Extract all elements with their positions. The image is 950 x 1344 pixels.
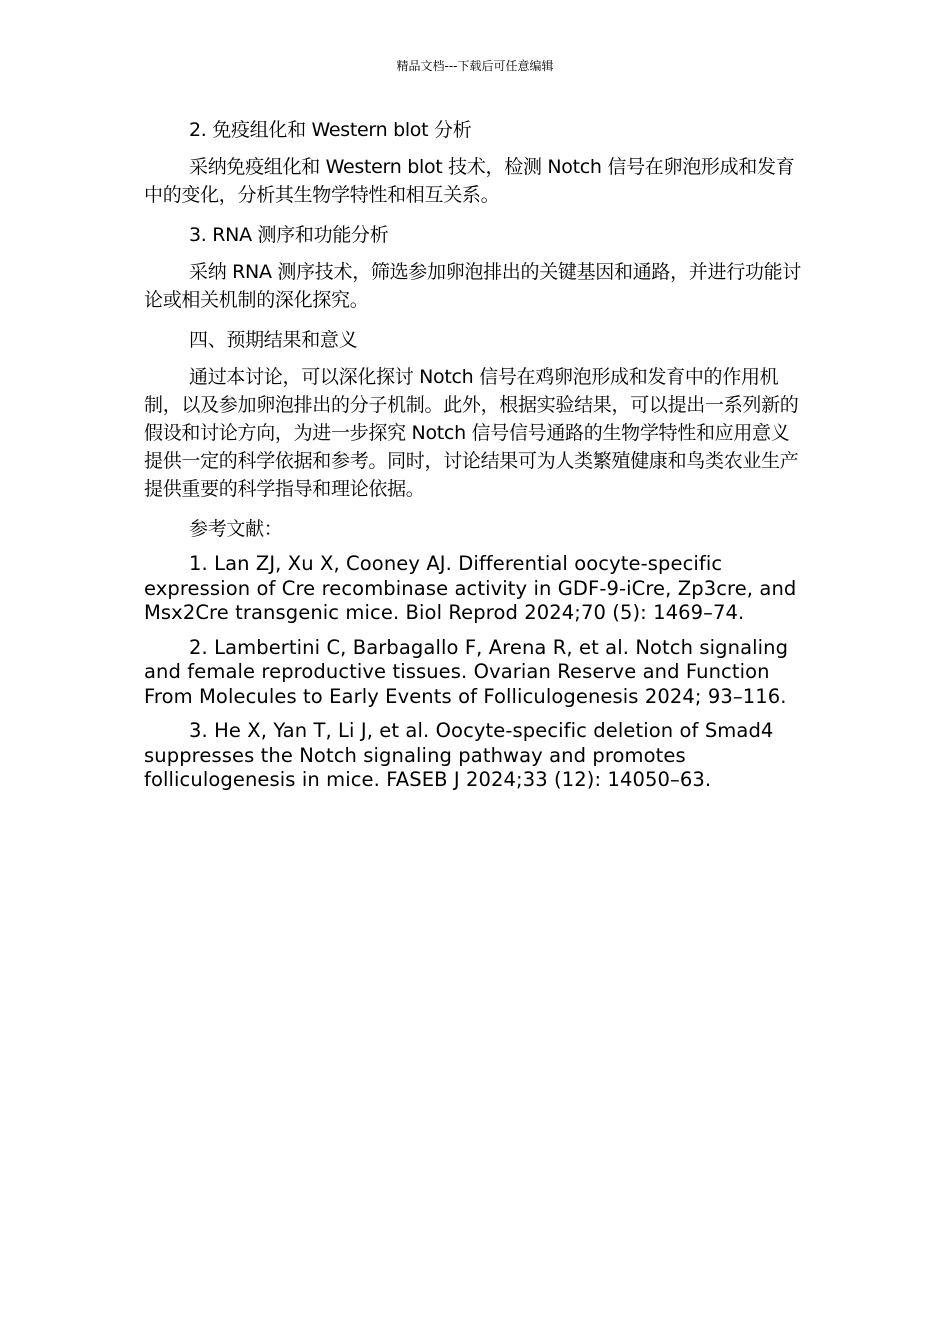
paragraph-western-blot: 采纳免疫组化和 Western blot 技术，检测 Notch 信号在卵泡形成和发育中的变化，分析其生物学特性和相互关系。 [144, 156, 795, 206]
section-heading-rna-seq: 3. RNA 测序和功能分析 [189, 224, 389, 246]
document-body [144, 116, 806, 803]
section-heading-western-blot: 2. 免疫组化和 Western blot 分析 [189, 119, 472, 141]
paragraph-rna-seq: 采纳 RNA 测序技术，筛选参加卵泡排出的关键基因和通路，并进行功能讨论或相关机制的深化探究。 [144, 261, 801, 311]
page-header: 精品文档---下载后可任意编辑 [396, 59, 554, 73]
reference-item: 2. Lambertini C, Barbagallo F, Arena R, et al. Notch signaling and female reproductive tissues. Ovarian Reserve and Function From Molecules to Early Events of Folliculogenesis 2024; 93–116. [144, 635, 789, 708]
reference-item: 1. Lan ZJ, Xu X, Cooney AJ. Differential oocyte-specific expression of Cre recombinase activity in GDF-9-iCre, Zp3cre, and Msx2Cre transgenic mice. Biol Reprod 2024;70 (5): 1469–74. [144, 552, 797, 624]
paragraph-expected-results: 通过本讨论，可以深化探讨 Notch 信号在鸡卵泡形成和发育中的作用机制，以及参加卵泡排出的分子机制。此外，根据实验结果，可以提出一系列新的假设和讨论方向，为进一步探究 Notch 信号信号通路的生物学特性和应用意义提供一定的科学依据和参考。同时，讨论结果可为人类繁殖健康和鸟类农业生产提供重要的科学指导和理论依据。 [144, 366, 799, 500]
reference-item: 3. He X, Yan T, Li J, et al. Oocyte-specific deletion of Smad4 suppresses the Notch signaling pathway and promotes folliculogenesis in mice. FASEB J 2024;33 (12): 14050–63. [144, 719, 774, 791]
section-heading-expected-results: 四、预期结果和意义 [189, 329, 358, 351]
references-heading: 参考文献： [189, 518, 283, 540]
